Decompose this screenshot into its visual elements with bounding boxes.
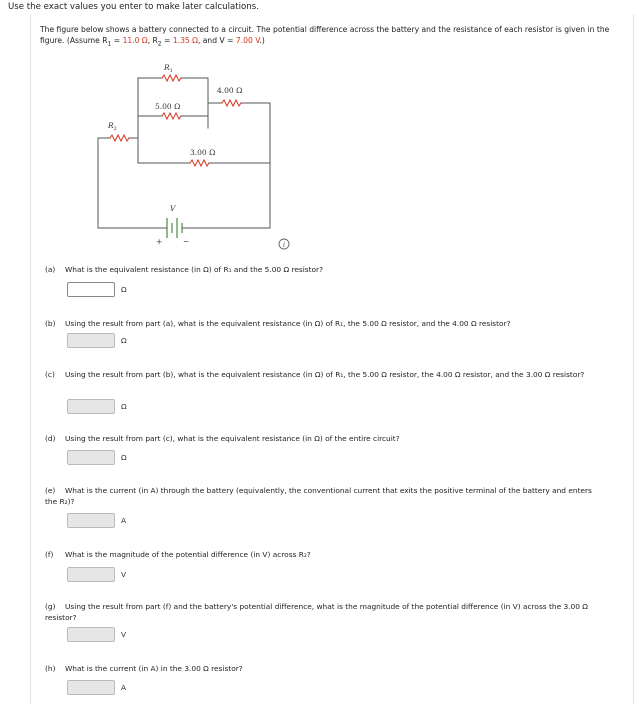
answer-input-c[interactable] bbox=[67, 399, 115, 414]
svg-text:i: i bbox=[282, 241, 286, 249]
problem-text: The figure below shows a battery connected to a circuit. The potential difference across the battery and the resistance of each resistor is given in the figure. (Assume bbox=[40, 25, 610, 45]
unit-c: Ω bbox=[121, 402, 127, 411]
question-f: (f) What is the magnitude of the potential difference (in V) across R₂? bbox=[45, 550, 311, 559]
answer-input-f[interactable] bbox=[67, 567, 115, 582]
question-c: (c) Using the result from part (b), what is the equivalent resistance (in Ω) of R₁, the 5.00 Ω resistor, the 4.00 Ω resistor, and the 3.00 Ω resistor? bbox=[45, 370, 585, 379]
r2-symbol: $R_2$ bbox=[152, 36, 162, 48]
answer-input-a[interactable] bbox=[67, 282, 115, 297]
r1-symbol: $R_1$ bbox=[102, 36, 112, 48]
question-d: (d) Using the result from part (c), what is the equivalent resistance (in Ω) of the entire circuit? bbox=[45, 434, 400, 443]
unit-e: A bbox=[121, 516, 127, 525]
r5-label: 5.00 Ω bbox=[155, 102, 181, 111]
unit-h: A bbox=[121, 683, 127, 692]
unit-g: V bbox=[121, 630, 127, 639]
info-icon[interactable] bbox=[278, 238, 290, 250]
question-b: (b) Using the result from part (a), what is the equivalent resistance (in Ω) of R₁, the 5.00 Ω resistor, and the 4.00 Ω resistor? bbox=[45, 319, 511, 328]
answer-input-b[interactable] bbox=[67, 333, 115, 348]
r3-label: 3.00 Ω bbox=[190, 148, 216, 157]
battery-plus: + bbox=[156, 237, 163, 246]
r2-value: 1.35 Ω bbox=[172, 36, 198, 45]
question-g: (g) Using the result from part (f) and the battery's potential difference, what is the magnitude of the potential difference (in V) across the 3.00 Ω resistor? bbox=[45, 602, 588, 622]
unit-b: Ω bbox=[121, 336, 127, 345]
v-value: 7.00 V bbox=[235, 36, 260, 45]
answer-input-h[interactable] bbox=[67, 680, 115, 695]
r1-label: $R_1$ bbox=[164, 63, 173, 74]
unit-d: Ω bbox=[121, 453, 127, 462]
unit-f: V bbox=[121, 570, 127, 579]
answer-input-g[interactable] bbox=[67, 627, 115, 642]
battery-minus: − bbox=[183, 237, 190, 246]
circuit-diagram bbox=[80, 58, 280, 248]
r4-label: 4.00 Ω bbox=[217, 86, 243, 95]
question-h: (h) What is the current (in A) in the 3.00 Ω resistor? bbox=[45, 664, 243, 673]
problem-statement: The figure below shows a battery connected to a circuit. The potential difference across the battery and the resistance of each resistor is given in the figure. (Assume $R_1 = 11.0$ Ω, $R_2 = 1.35$ Ω, and V = 7.00 V.) bbox=[40, 25, 610, 48]
unit-a: Ω bbox=[121, 285, 127, 294]
answer-input-e[interactable] bbox=[67, 513, 115, 528]
battery-v-label: V bbox=[170, 204, 176, 213]
answer-input-d[interactable] bbox=[67, 450, 115, 465]
r2-label: $R_2$ bbox=[108, 121, 117, 132]
question-a: (a) What is the equivalent resistance (in Ω) of R₁ and the 5.00 Ω resistor? bbox=[45, 265, 324, 274]
instruction-note: Use the exact values you enter to make later calculations. bbox=[8, 2, 259, 12]
r1-value: 11.0 Ω bbox=[122, 36, 148, 45]
question-e: (e) What is the current (in A) through the battery (equivalently, the conventional current that exits the positive terminal of the battery and enters the R₂)? bbox=[45, 486, 592, 506]
